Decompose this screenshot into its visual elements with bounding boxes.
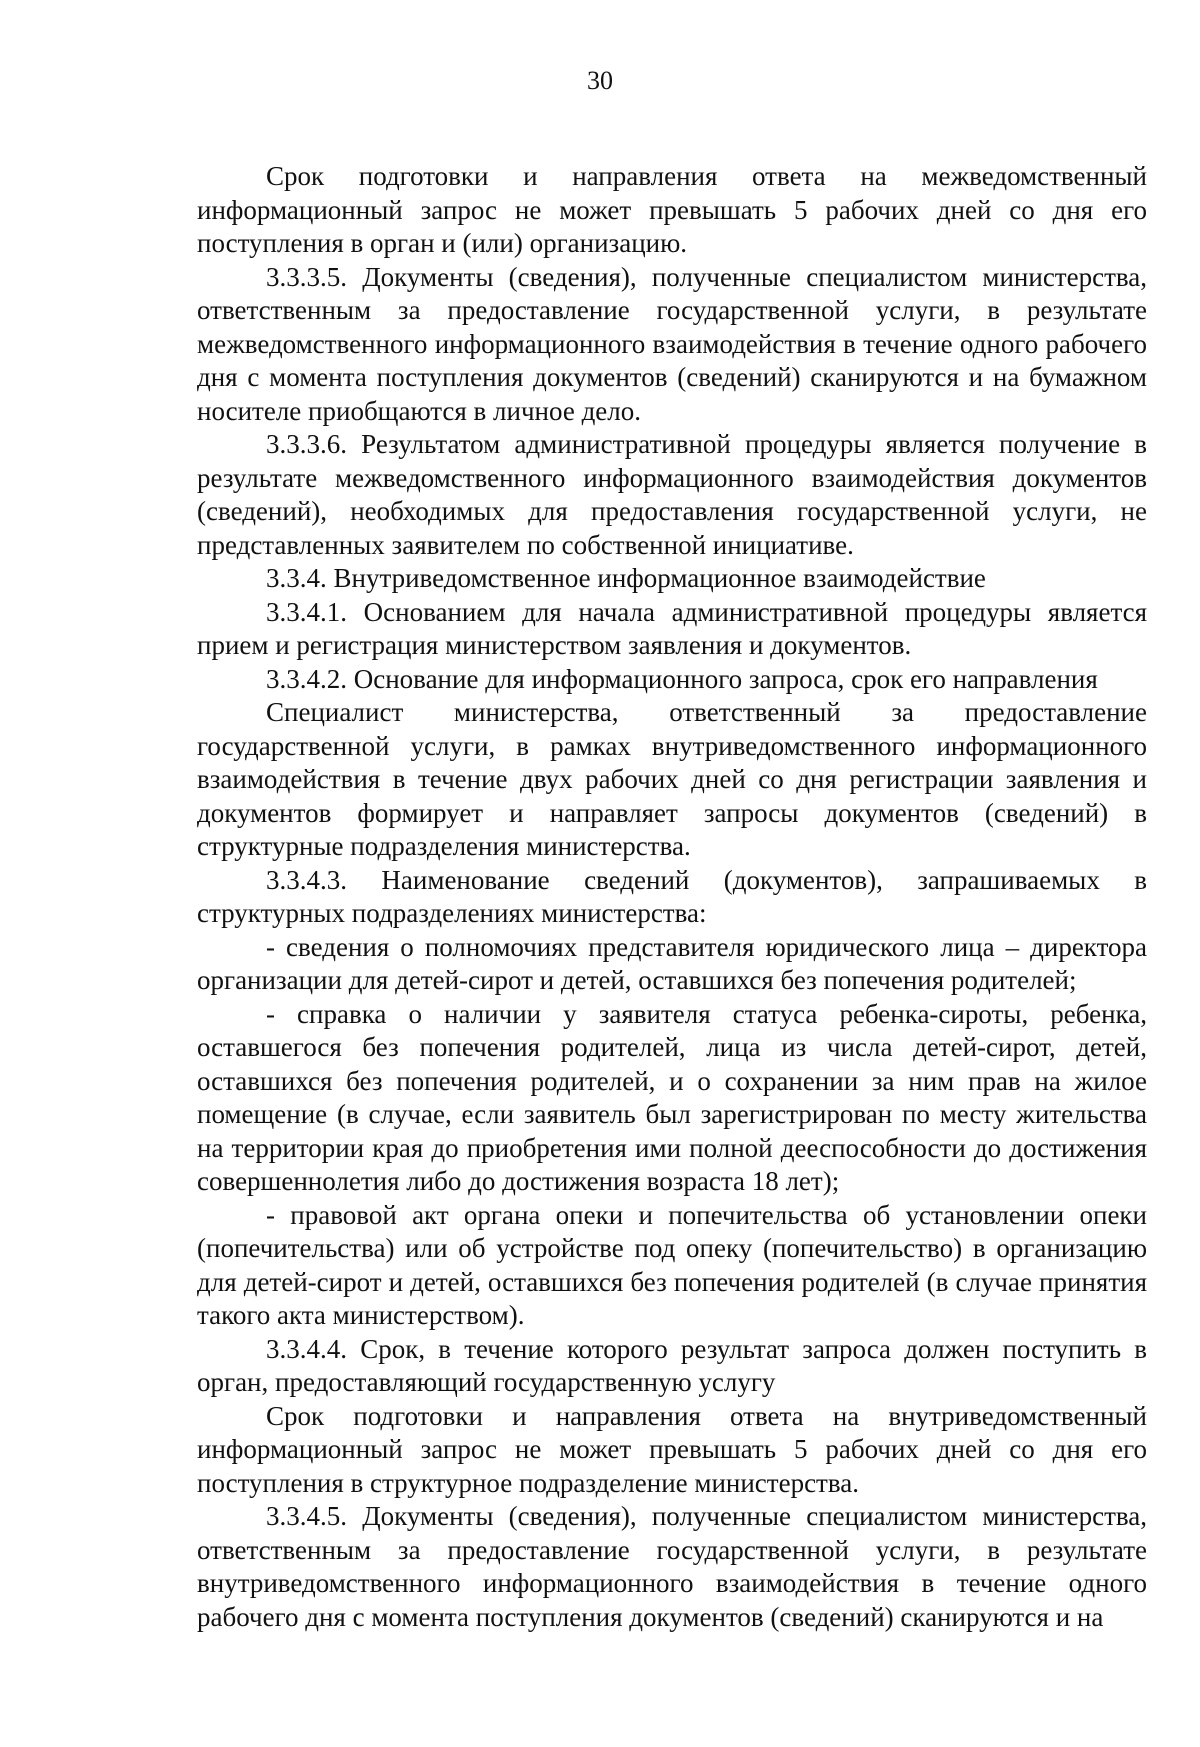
list-item-guardianship-act: - правовой акт органа опеки и попечительства об установлении опеки (попечительства) или об устройстве под опеку (попечительство) в организацию для детей-сирот и детей, оставшихся без попечения родителей (в случае принятия такого акта министерством). [197,1199,1147,1330]
page-number: 30 [587,66,613,95]
paragraph-3-3-3-6: 3.3.3.6. Результатом административной процедуры является получение в результате межведомственного информационного взаимодействия документов (сведений), необходимых для предоставления государственной услуги, не представленных заявителем по собственной инициативе. [197,429,1147,560]
paragraph-3-3-4-5: 3.3.4.5. Документы (сведения), полученные специалистом министерства, ответственным за предоставление государственной услуги, в результате внутриведомственного информационного взаимодействия в течение одного рабочего дня с момента поступления документов (сведений) сканируются и на [197,1501,1147,1632]
paragraph-3-3-4-1: 3.3.4.1. Основанием для начала административной процедуры является прием и регистрация министерством заявления и документов. [197,596,1147,660]
paragraph-3-3-4-2: 3.3.4.2. Основание для информационного запроса, срок его направления [266,663,1098,694]
section-heading-3-3-4: 3.3.4. Внутриведомственное информационное взаимодействие [266,563,986,593]
paragraph-response-deadline: Срок подготовки и направления ответа на межведомственный информационный запрос не может превышать 5 рабочих дней со дня его поступления в орган и (или) организацию. [197,161,1147,258]
document-body [197,160,1147,1634]
paragraph-specialist-requests: Специалист министерства, ответственный за предоставление государственной услуги, в рамках внутриведомственного информационного взаимодействия в течение двух рабочих дней со дня регистрации заявления и документов формирует и направляет запросы документов (сведений) в структурные подразделения министерства. [197,697,1147,861]
list-item-representative-powers: - сведения о полномочиях представителя юридического лица – директора организации для детей-сирот и детей, оставшихся без попечения родителей; [197,931,1147,995]
paragraph-3-3-3-5: 3.3.3.5. Документы (сведения), полученные специалистом министерства, ответственным за предоставление государственной услуги, в результате межведомственного информационного взаимодействия в течение одного рабочего дня с момента поступления документов (сведений) сканируются и на бумажном носителе приобщаются в личное дело. [197,261,1147,426]
paragraph-internal-response-deadline: Срок подготовки и направления ответа на внутриведомственный информационный запрос не может превышать 5 рабочих дней со дня его поступления в структурное подразделение министерства. [197,1400,1147,1498]
paragraph-3-3-4-3: 3.3.4.3. Наименование сведений (документов), запрашиваемых в структурных подразделениях министерства: [197,864,1147,928]
list-item-orphan-status-certificate: - справка о наличии у заявителя статуса ребенка-сироты, ребенка, оставшегося без попечения родителей, лица из числа детей-сирот, детей, оставшихся без попечения родителей, и о сохранении за ним прав на жилое помещение (в случае, если заявитель был зарегистрирован по месту жительства на территории края до приобретения ими полной дееспособности до достижения совершеннолетия либо до достижения возраста 18 лет); [197,998,1147,1196]
paragraph-3-3-4-4: 3.3.4.4. Срок, в течение которого результат запроса должен поступить в орган, предоставляющий государственную услугу [197,1333,1147,1397]
